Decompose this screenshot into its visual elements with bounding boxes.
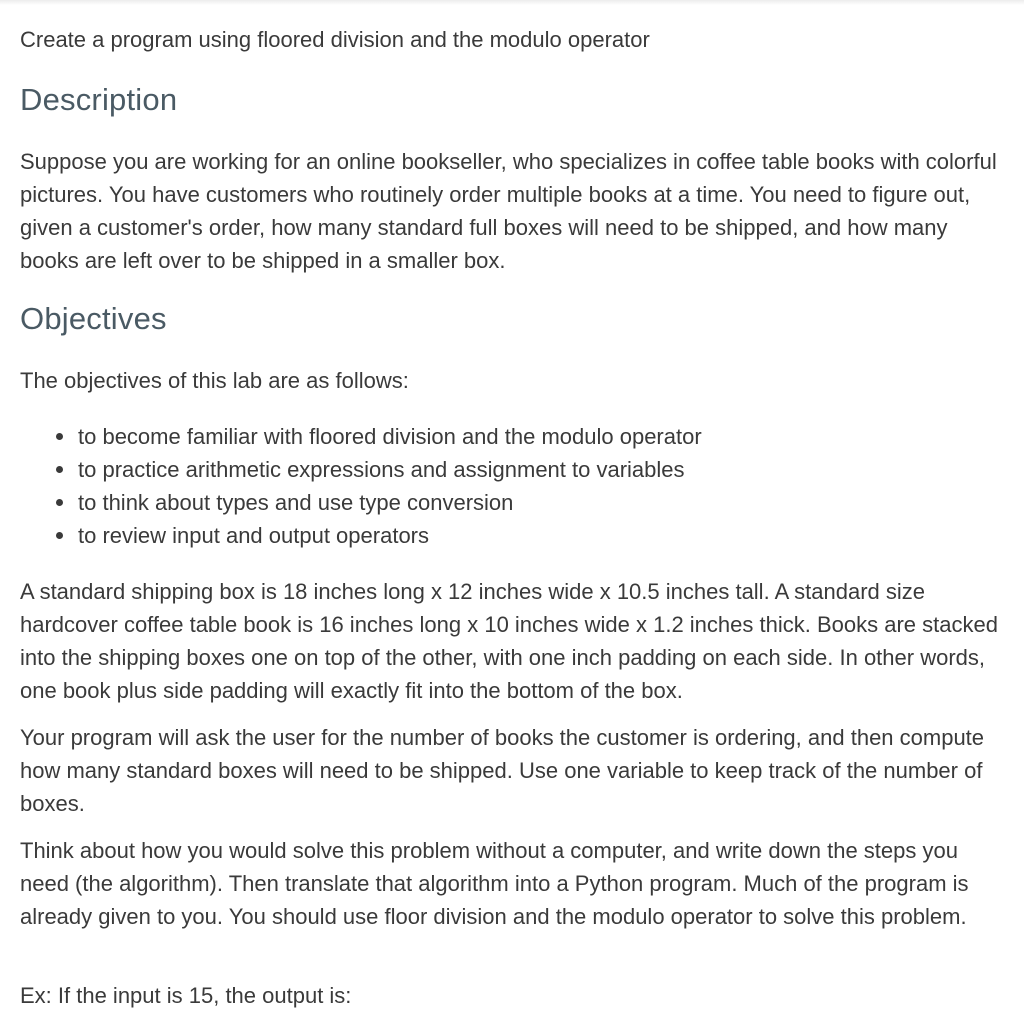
bullet-icon [56, 532, 63, 539]
description-text: Suppose you are working for an online bookseller, who specializes in coffee table books with colorful pictures. You have customers who routinely order multiple books at a time. You need to figure out, given a customer's order, how many standard full boxes will need to be shipped, and how many books are left over to be shipped in a smaller box. [20, 149, 997, 273]
objective-text: to practice arithmetic expressions and assignment to variables [78, 457, 685, 482]
bullet-icon [56, 466, 63, 473]
program-paragraph: Your program will ask the user for the number of books the customer is ordering, and then compute how many standard boxes will need to be shipped. Use one variable to keep track of the number of boxes. [20, 725, 985, 816]
top-shadow [0, 0, 1024, 5]
list-item [78, 420, 702, 453]
algorithm-paragraph: Think about how you would solve this problem without a computer, and write down the steps you need (the algorithm). Then translate that algorithm into a Python program. Much of the program is already given to you. You should use floor division and the modulo operator to solve this problem. [20, 838, 969, 929]
example-paragraph: Ex: If the input is 15, the output is: [20, 983, 352, 1008]
objective-text: to think about types and use type conversion [78, 490, 514, 515]
bullet-icon [56, 433, 63, 440]
box-paragraph: A standard shipping box is 18 inches long x 12 inches wide x 10.5 inches tall. A standard size hardcover coffee table book is 16 inches long x 10 inches wide x 1.2 inches thick. Books are stacked into the shipping boxes one on top of the other, with one inch padding on each side. In other words, one book plus side padding will exactly fit into the bottom of the box. [20, 579, 998, 703]
objectives-list [20, 420, 702, 552]
objective-text: to review input and output operators [78, 523, 430, 548]
bullet-icon [56, 499, 63, 506]
lab-intro: Create a program using floored division and the modulo operator [20, 27, 650, 52]
objectives-heading: Objectives [20, 301, 167, 336]
objective-text: to become familiar with floored division and the modulo operator [78, 424, 702, 449]
list-item [78, 453, 702, 486]
list-item [78, 519, 702, 552]
description-heading: Description [20, 82, 178, 117]
list-item [78, 486, 702, 519]
objectives-intro: The objectives of this lab are as follows: [20, 368, 409, 393]
